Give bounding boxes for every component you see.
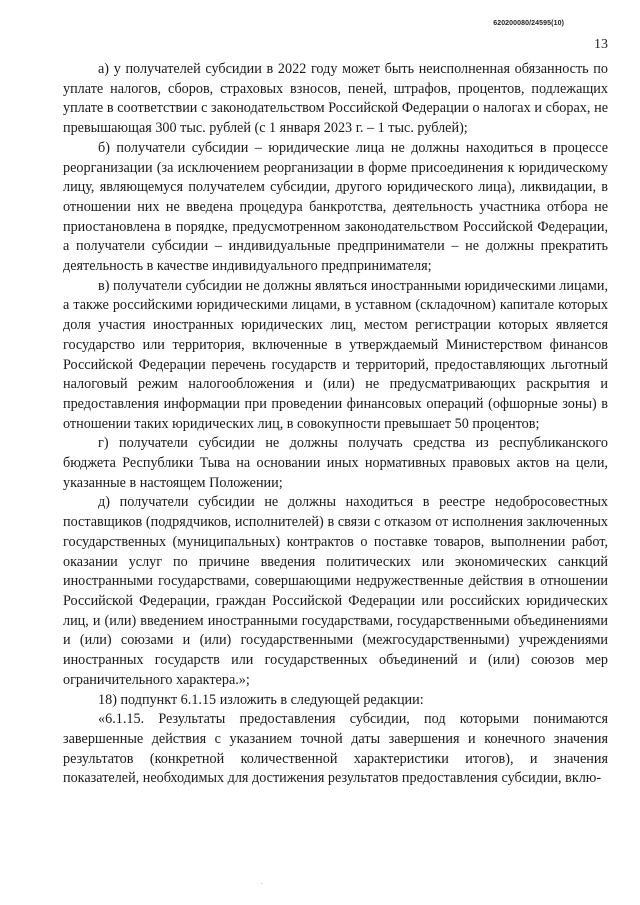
paragraph-item-18: 18) подпункт 6.1.15 изложить в следующей редакции: [98, 691, 424, 708]
document-id: 620200080/24595(10) [493, 20, 564, 27]
scan-speck [261, 883, 262, 884]
page-number: 13 [594, 37, 608, 52]
paragraph-a: а) у получателей субсидии в 2022 году может быть неисполненная обязанность по уплате налогов, сборов, страховых взносов, пеней, штрафов, процентов, подлежащих уплате в соответствии с законодательством Российской Федерации о налогах и сборах, не превышающая 300 тыс. рублей (с 1 января 2023 г. – 1 тыс. рублей); [63, 61, 608, 137]
paragraph-b: б) получатели субсидии – юридические лица не должны находиться в процессе реорганизации (за исключением реорганизации в форме присоединения к юридическому лицу, являющемуся получателем субсидии, другого юридического лица), ликвидации, в отношении них не введена процедура банкротства, деятельность участника отбора не приостановлена в порядке, предусмотренном законодательством Российской Федерации, а получатели субсидии – индивидуальные предприниматели – не должны прекратить деятельность в качестве индивидуального предпринимателя; [63, 139, 608, 275]
paragraph-6-1-15: «6.1.15. Результаты предоставления субсидии, под которыми понимаются завершенные действия с указанием точной даты завершения и конечного значения результатов (конкретной количественной характеристики итогов), и значения показателей, необходимых для достижения результатов предоставления субсидии, вклю- [63, 711, 608, 787]
paragraph-v: в) получатели субсидии не должны являться иностранными юридическими лицами, а также российскими юридическими лицами, в уставном (складочном) капитале которых доля участия иностранных юридических лиц, местом регистрации которых является государство или территория, включенные в утверждаемый Министерством финансов Российской Федерации перечень государств и территорий, предоставляющих льготный налоговый режим налогообложения и (или) не предусматривающих раскрытия и предоставления информации при проведении финансовых операций (офшорные зоны) в отношении таких юридических лиц, в совокупности превышает 50 процентов; [63, 277, 608, 432]
paragraph-g: г) получатели субсидии не должны получать средства из республиканского бюджета Республики Тыва на основании иных нормативных правовых актов на цели, указанные в настоящем Положении; [63, 435, 608, 491]
paragraph-d: д) получатели субсидии не должны находиться в реестре недобросовестных поставщиков (подрядчиков, исполнителей) в связи с отказом от исполнения заключенных государственных (муниципальных) контрактов о поставке товаров, выполнении работ, оказании услуг по причине введения политических или экономических санкций иностранными государствами, совершающими недружественные действия в отношении Российской Федерации, граждан Российской Федерации или российских юридических лиц, и (или) введением иностранными государствами, государственными объединениями и (или) союзами и (или) государственными (межгосударственными) учреждениями иностранных государств или государственных объединений и (или) союзов мер ограничительного характера.»; [63, 494, 608, 688]
document-body [63, 60, 608, 789]
